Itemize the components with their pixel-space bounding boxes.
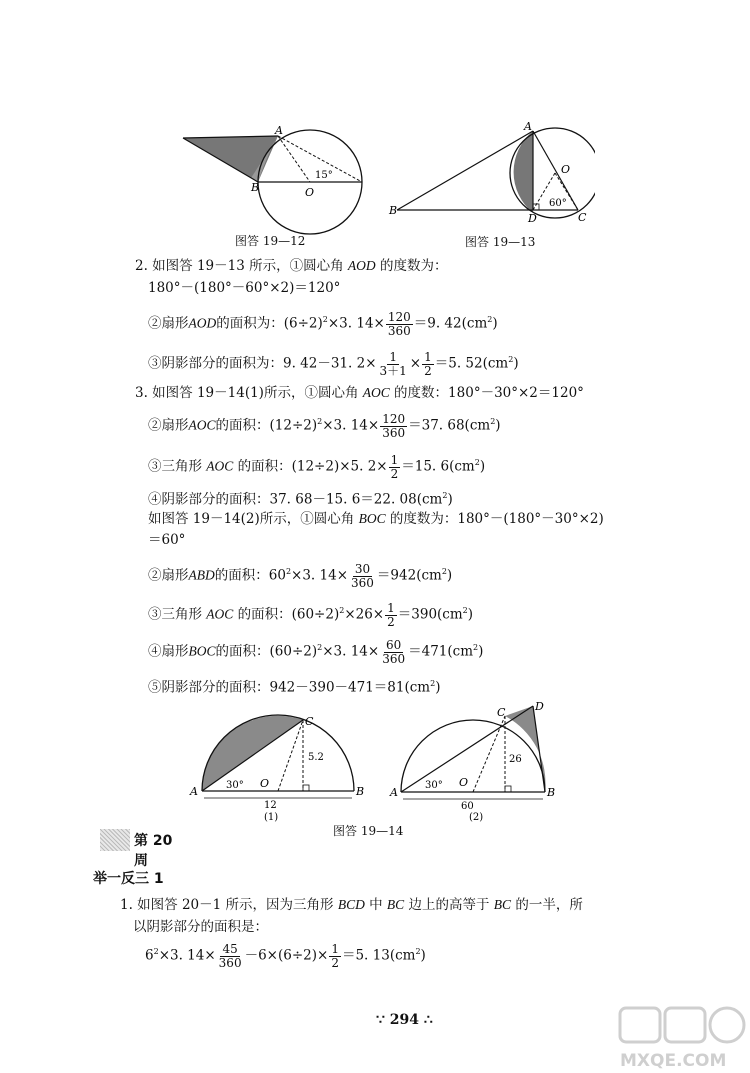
height-label: 5.2 [308, 752, 324, 763]
p1-line3: $6^2\times 3$. 14× $\frac{45}{360}$ －6×(6÷2)× $\frac{1}{2}$ ＝5. $13(cm^2)$ [145, 941, 426, 970]
base-label: 12 [264, 800, 277, 811]
label-a: A [190, 785, 198, 798]
height-label: 26 [509, 754, 522, 765]
p3-b1: 如图答 19－14(2)所示，①圆心角 BOC 的度数为：180°－(180°－30°×2) [148, 511, 604, 527]
label-b: B [547, 786, 556, 799]
figure-19-14-2 [385, 700, 575, 825]
caption-19-12: 图答 19—12 [235, 234, 306, 248]
angle-label: 30° [425, 780, 443, 791]
label-a: A [275, 124, 283, 137]
label-c: C [578, 211, 587, 224]
label-o: O [561, 163, 571, 176]
angle-label: 60° [549, 198, 567, 209]
p3-b4: ④扇形BOC的面积：$(60\div 2)^2\times 3$. 14× $\frac{60}{360}$ $=471(cm^2)$ [148, 637, 484, 666]
p2-step3: ③阴影部分的面积为：9. 42－31. 2× $\frac{1}{3+1}$ × $\frac{1}{2}$ ＝5. $52(cm^2)$ [148, 349, 519, 378]
label-c: C [305, 715, 314, 728]
p3-a4: ④阴影部分的面积：37. 68－15. 6＝22. $08(cm^2)$ [148, 491, 453, 508]
caption-19-14: 图答 19—14 [333, 824, 404, 838]
week-band [100, 829, 130, 851]
p2-step2: ②扇形AOD的面积为：$(6\div 2)^2\times 3$. 14× $\frac{120}{360}$ ＝9. $42(cm^2)$ [148, 309, 498, 338]
p3-b3: ③三角形 AOC 的面积：$(60\div 2)^2\times 26\times$ $\frac{1}{2}$ $=390(cm^2)$ [148, 600, 474, 629]
week-title: 第 20 周 [134, 833, 173, 869]
base-label: 60 [461, 801, 474, 812]
angle-label: 30° [226, 780, 244, 791]
figure-19-13 [385, 118, 595, 233]
watermark-logo [615, 1003, 750, 1073]
label-o: O [260, 777, 270, 790]
label-a: A [524, 120, 532, 133]
page-number: ∵ 294 ∴ [376, 1012, 433, 1028]
label-d: D [528, 212, 537, 225]
label-a: A [390, 786, 398, 799]
p2-line1: 180°－(180°－60°×2)＝120° [148, 280, 341, 296]
label-o: O [459, 776, 469, 789]
sub-tag: (1) [264, 812, 279, 823]
label-o: O [305, 186, 315, 199]
p2-intro: 2. 如图答 19－13 所示，①圆心角 AOD 的度数为： [135, 258, 448, 274]
label-c: C [497, 706, 506, 719]
label-b: B [389, 204, 398, 217]
p1-line2: 以阴影部分的面积是： [133, 919, 268, 935]
p3-b1-cont: ＝60° [148, 532, 186, 548]
label-b: B [356, 785, 365, 798]
p3-a2: ②扇形AOC的面积：$(12\div 2)^2\times 3$. 14× $\frac{120}{360}$ ＝37. $68(cm^2)$ [148, 411, 501, 440]
figure-19-14-1 [180, 708, 370, 823]
label-b: B [251, 181, 260, 194]
section-title: 举一反三 1 [93, 871, 164, 887]
p3-b5: ⑤阴影部分的面积：$942-390-471=81(cm^2)$ [148, 679, 441, 696]
angle-label: 15° [315, 170, 333, 181]
p3-intro: 3. 如图答 19－14(1)所示，①圆心角 AOC 的度数：180°－30°×2＝120° [135, 385, 584, 401]
label-d: D [535, 700, 544, 713]
svg-text:MXQE.COM: MXQE.COM [620, 1051, 727, 1071]
week-header [100, 829, 190, 869]
p3-b2: ②扇形ABD的面积：$60^2\times 3$. 14× $\frac{30}{360}$ $=942(cm^2)$ [148, 561, 453, 590]
sub-tag: (2) [469, 812, 484, 823]
p1-line1: 1. 如图答 20－1 所示，因为三角形 BCD 中 BC 边上的高等于 BC 的一半，所 [120, 897, 583, 913]
p3-a3: ③三角形 AOC 的面积：(12÷2)×5. 2× $\frac{1}{2}$ ＝15. $6(cm^2)$ [148, 452, 486, 481]
caption-19-13: 图答 19—13 [465, 235, 536, 249]
